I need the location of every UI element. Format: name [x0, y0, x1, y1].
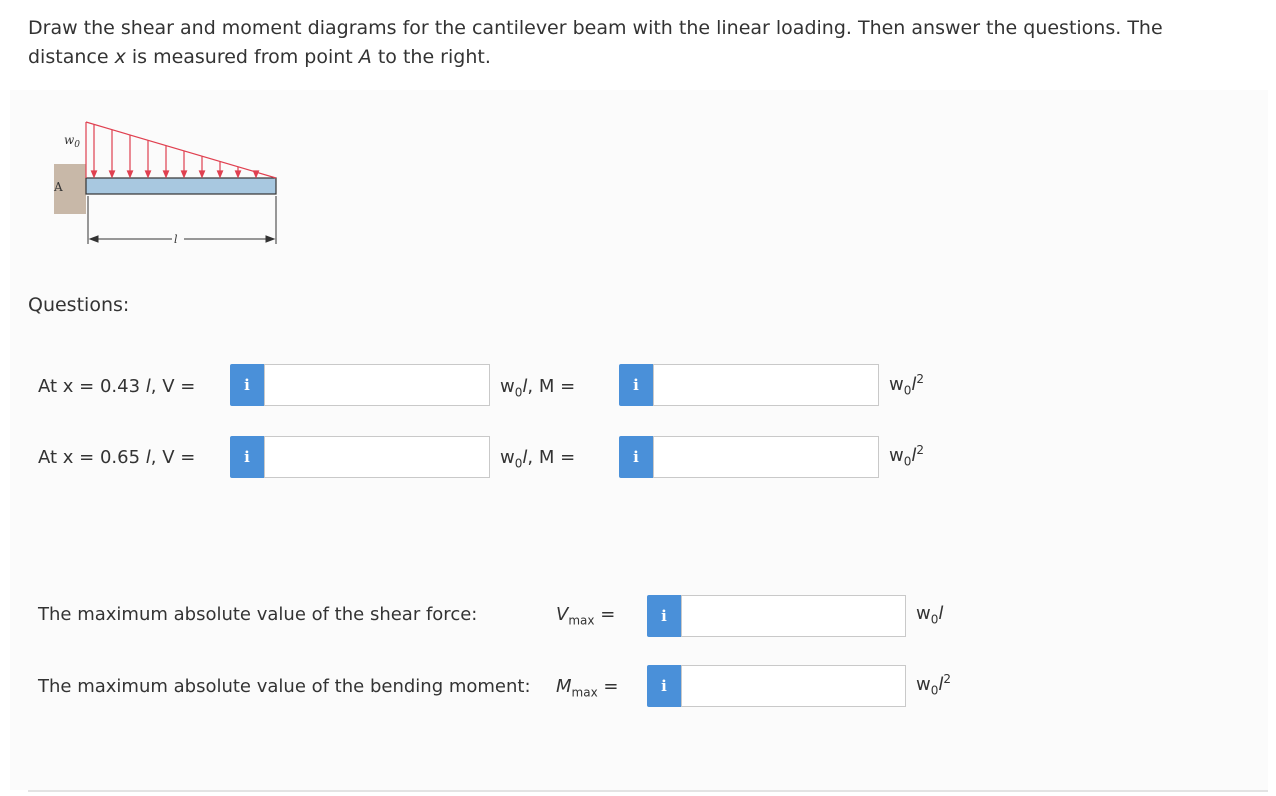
- problem-statement: Draw the shear and moment diagrams for the cantilever beam with the linear loading. Then answer the questions. The distance x is measured from point A to the right.: [28, 17, 1163, 68]
- load-arrow-head: [110, 171, 115, 177]
- load-label: $w_0$: [64, 133, 81, 150]
- row2-label: At x = 0.65 l, V =: [38, 447, 196, 468]
- load-arrow-head: [128, 171, 133, 177]
- load-arrow-head: [236, 171, 241, 177]
- row1-v-input[interactable]: [264, 364, 490, 406]
- m-max-symbol: $M_{max}$ =: [556, 676, 619, 700]
- load-arrow-head: [182, 171, 187, 177]
- max-shear-info-button[interactable]: i: [647, 595, 681, 637]
- beam: [86, 178, 276, 194]
- load-arrow-head: [146, 171, 151, 177]
- row1-v-unit: $w_0l$, M =: [500, 376, 576, 400]
- length-dimension: [88, 196, 276, 244]
- load-arrow-head: [218, 171, 223, 177]
- row1-v-info-button[interactable]: i: [230, 364, 264, 406]
- row2-v-info-button[interactable]: i: [230, 436, 264, 478]
- load-arrow-head: [200, 171, 205, 177]
- max-shear-label: The maximum absolute value of the shear force:: [38, 604, 478, 625]
- section-divider: [28, 790, 1268, 792]
- load-arrow-head: [92, 171, 97, 177]
- cantilever-beam-figure: [50, 112, 290, 252]
- point-a-label: A: [54, 180, 63, 194]
- max-shear-input[interactable]: [681, 595, 906, 637]
- load-arrow-head: [164, 171, 169, 177]
- max-moment-input[interactable]: [681, 665, 906, 707]
- row1-m-input[interactable]: [653, 364, 879, 406]
- row1-m-info-button[interactable]: i: [619, 364, 653, 406]
- length-label: l: [174, 233, 178, 246]
- row2-v-input[interactable]: [264, 436, 490, 478]
- max-shear-unit: $w_0l$: [916, 603, 944, 627]
- row1-m-unit: $w_0l^2$: [889, 372, 925, 398]
- row2-m-unit: $w_0l^2$: [889, 443, 925, 469]
- row2-v-unit: $w_0l$, M =: [500, 447, 576, 471]
- load-arrow-head: [254, 171, 259, 177]
- row2-m-input[interactable]: [653, 436, 879, 478]
- max-moment-unit: $w_0l^2$: [916, 672, 952, 698]
- max-moment-label: The maximum absolute value of the bending moment:: [38, 676, 531, 697]
- row2-m-info-button[interactable]: i: [619, 436, 653, 478]
- max-moment-info-button[interactable]: i: [647, 665, 681, 707]
- row1-label: At x = 0.43 l, V =: [38, 376, 196, 397]
- questions-heading: Questions:: [28, 294, 130, 316]
- distributed-load: [86, 122, 276, 178]
- v-max-symbol: $V_{max}$ =: [556, 604, 616, 628]
